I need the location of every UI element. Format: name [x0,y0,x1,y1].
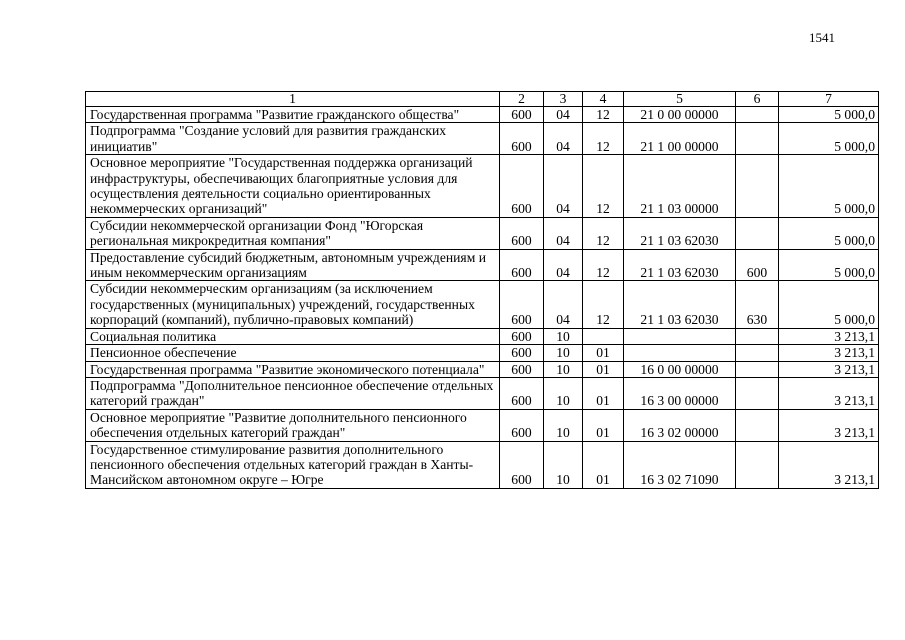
row-name-cell: Пенсионное обеспечение [86,345,500,361]
row-code-cell-6 [736,217,779,249]
row-code-cell-5: 21 0 00 00000 [624,107,736,123]
row-amount-cell: 5 000,0 [779,249,879,281]
row-code-cell-2: 600 [500,441,544,488]
row-name-cell: Социальная политика [86,328,500,344]
row-code-cell-2: 600 [500,123,544,155]
column-header-4: 4 [583,92,624,107]
row-code-cell-6 [736,361,779,377]
row-code-cell-4: 12 [583,155,624,218]
row-amount-cell: 5 000,0 [779,155,879,218]
row-amount-cell: 3 213,1 [779,377,879,409]
row-code-cell-3: 10 [544,345,583,361]
column-header-6: 6 [736,92,779,107]
column-header-2: 2 [500,92,544,107]
row-code-cell-4: 12 [583,281,624,328]
row-code-cell-3: 10 [544,377,583,409]
row-name-cell: Государственное стимулирование развития дополнительного пенсионного обеспечения отдельных категорий граждан в Ханты-Мансийском автономном округе – Югре [86,441,500,488]
row-amount-cell: 5 000,0 [779,217,879,249]
table-row [86,249,879,281]
row-code-cell-3: 10 [544,441,583,488]
row-code-cell-6 [736,377,779,409]
row-code-cell-2: 600 [500,361,544,377]
row-code-cell-2: 600 [500,249,544,281]
table-row [86,281,879,328]
row-code-cell-5: 21 1 03 62030 [624,281,736,328]
row-code-cell-3: 10 [544,328,583,344]
row-code-cell-2: 600 [500,409,544,441]
row-code-cell-3: 10 [544,409,583,441]
table-row [86,345,879,361]
table-row [86,155,879,218]
row-amount-cell: 3 213,1 [779,361,879,377]
row-code-cell-4: 01 [583,377,624,409]
table-row [86,361,879,377]
row-amount-cell: 5 000,0 [779,123,879,155]
row-code-cell-3: 04 [544,123,583,155]
column-header-3: 3 [544,92,583,107]
row-amount-cell: 5 000,0 [779,281,879,328]
row-code-cell-2: 600 [500,328,544,344]
row-code-cell-2: 600 [500,155,544,218]
row-code-cell-2: 600 [500,377,544,409]
row-code-cell-5: 21 1 03 00000 [624,155,736,218]
row-code-cell-4: 12 [583,217,624,249]
row-code-cell-4: 01 [583,441,624,488]
row-code-cell-4: 12 [583,249,624,281]
table-row [86,409,879,441]
row-code-cell-4: 12 [583,107,624,123]
row-code-cell-3: 04 [544,155,583,218]
row-code-cell-2: 600 [500,217,544,249]
row-code-cell-6 [736,409,779,441]
column-header-1: 1 [86,92,500,107]
table-row [86,377,879,409]
table-row [86,123,879,155]
row-amount-cell: 3 213,1 [779,409,879,441]
row-code-cell-5: 21 1 00 00000 [624,123,736,155]
row-code-cell-3: 04 [544,249,583,281]
row-amount-cell: 3 213,1 [779,441,879,488]
row-name-cell: Подпрограмма "Создание условий для развития гражданских инициатив" [86,123,500,155]
row-name-cell: Субсидии некоммерческим организациям (за исключением государственных (муниципальных) учреждений, государственных корпораций (компаний), публично-правовых компаний) [86,281,500,328]
row-code-cell-6 [736,345,779,361]
row-code-cell-6 [736,123,779,155]
row-code-cell-5: 16 3 00 00000 [624,377,736,409]
row-name-cell: Субсидии некоммерческой организации Фонд "Югорская региональная микрокредитная компания" [86,217,500,249]
row-code-cell-3: 04 [544,281,583,328]
table-row [86,217,879,249]
row-code-cell-4 [583,328,624,344]
table-row [86,107,879,123]
row-name-cell: Основное мероприятие "Государственная поддержка организаций инфраструктуры, обеспечивающих благоприятные условия для осуществления деятельности социально ориентированных некоммерческих организаций" [86,155,500,218]
row-code-cell-6 [736,107,779,123]
row-code-cell-6 [736,441,779,488]
header-row [86,92,879,107]
row-code-cell-2: 600 [500,281,544,328]
column-header-7: 7 [779,92,879,107]
row-code-cell-3: 04 [544,107,583,123]
row-name-cell: Подпрограмма "Дополнительное пенсионное обеспечение отдельных категорий граждан" [86,377,500,409]
row-code-cell-5: 21 1 03 62030 [624,217,736,249]
row-code-cell-5: 16 3 02 00000 [624,409,736,441]
row-amount-cell: 3 213,1 [779,328,879,344]
table-row [86,441,879,488]
table-row [86,328,879,344]
row-code-cell-4: 12 [583,123,624,155]
row-code-cell-5 [624,328,736,344]
row-code-cell-6 [736,155,779,218]
row-code-cell-6: 600 [736,249,779,281]
row-code-cell-2: 600 [500,107,544,123]
row-code-cell-5: 16 3 02 71090 [624,441,736,488]
row-code-cell-5: 21 1 03 62030 [624,249,736,281]
row-code-cell-6 [736,328,779,344]
row-code-cell-4: 01 [583,361,624,377]
row-code-cell-3: 04 [544,217,583,249]
row-code-cell-4: 01 [583,345,624,361]
row-code-cell-6: 630 [736,281,779,328]
row-amount-cell: 5 000,0 [779,107,879,123]
row-code-cell-2: 600 [500,345,544,361]
row-amount-cell: 3 213,1 [779,345,879,361]
row-name-cell: Предоставление субсидий бюджетным, автономным учреждениям и иным некоммерческим организациям [86,249,500,281]
row-code-cell-3: 10 [544,361,583,377]
row-code-cell-4: 01 [583,409,624,441]
page-number: 1541 [809,30,835,45]
row-code-cell-5: 16 0 00 00000 [624,361,736,377]
row-name-cell: Государственная программа "Развитие гражданского общества" [86,107,500,123]
column-header-5: 5 [624,92,736,107]
row-code-cell-5 [624,345,736,361]
row-name-cell: Основное мероприятие "Развитие дополнительного пенсионного обеспечения отдельных категорий граждан" [86,409,500,441]
row-name-cell: Государственная программа "Развитие экономического потенциала" [86,361,500,377]
budget-table [85,91,879,489]
